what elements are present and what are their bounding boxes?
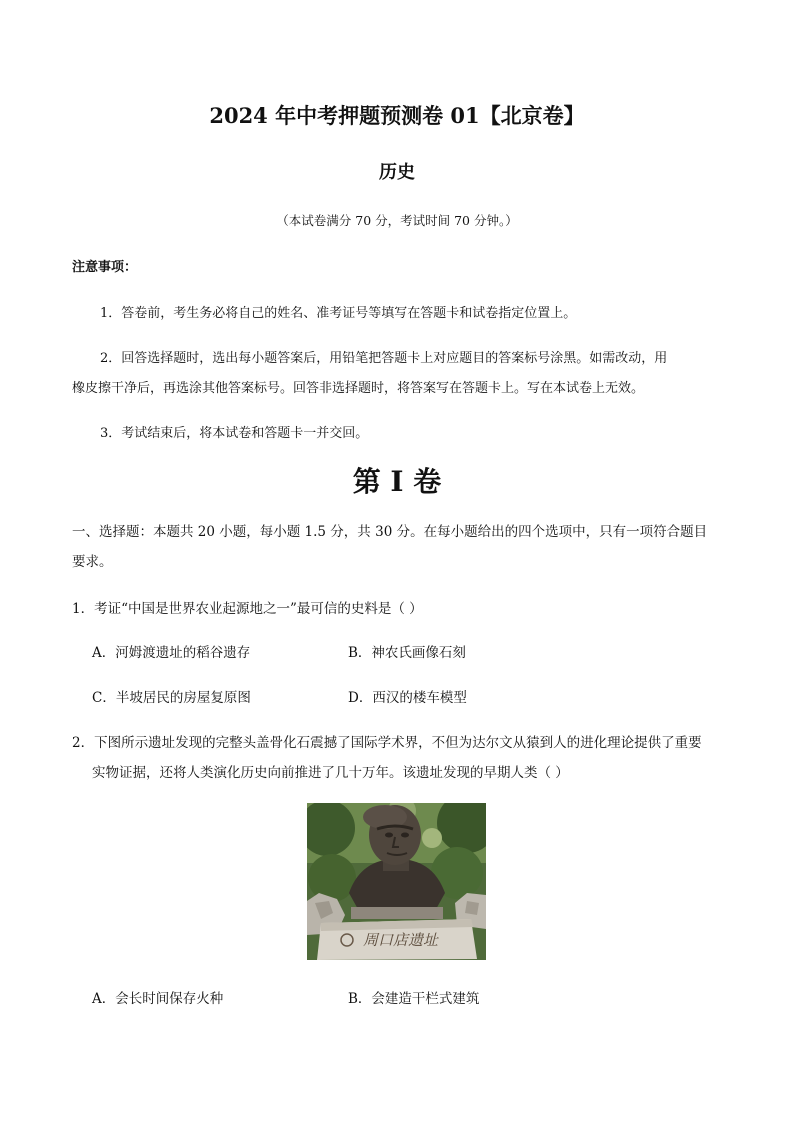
notice-heading: 注意事项：: [72, 260, 138, 275]
subject-title: 历史: [379, 162, 415, 183]
question-1-option-a: A．河姆渡遗址的稻谷遗存: [92, 645, 251, 661]
section-intro-line-1: 一、选择题：本题共 20 小题，每小题 1.5 分，共 30 分。在每小题给出的四个选项中，只有一项符合题目: [72, 524, 708, 540]
section-intro-line-2: 要求。: [72, 554, 113, 570]
exam-title: 2024 年中考押题预测卷 01【北京卷】: [209, 103, 585, 128]
question-2-option-b: B．会建造干栏式建筑: [348, 991, 480, 1007]
question-1-stem: 1．考证“中国是世界农业起源地之一”最可信的史料是（ ）: [72, 601, 423, 617]
notice-item-2-line-2: 橡皮擦干净后，再选涂其他答案标号。回答非选择题时，将答案写在答题卡上。写在本试卷上无效。: [72, 381, 645, 396]
question-1-option-c: C．半坡居民的房屋复原图: [92, 690, 251, 706]
question-2-stem-line-1: 2．下图所示遗址发现的完整头盖骨化石震撼了国际学术界，不但为达尔文从猿到人的进化理论提供了重要: [72, 735, 702, 751]
notice-item-2-line-1: 2．回答选择题时，选出每小题答案后，用铅笔把答题卡上对应题目的答案标号涂黑。如需改动，用: [100, 351, 668, 366]
exam-note: （本试卷满分 70 分，考试时间 70 分钟。）: [276, 213, 518, 228]
question-1-option-d: D．西汉的楼车模型: [348, 690, 467, 706]
question-1-option-b: B．神农氏画像石刻: [348, 645, 466, 661]
section-title: 第 I 卷: [352, 465, 442, 498]
question-2-option-a: A．会长时间保存火种: [92, 991, 224, 1007]
zhoukoudian-bust-photo: [307, 803, 486, 960]
notice-item-1: 1．答卷前，考生务必将自己的姓名、准考证号等填写在答题卡和试卷指定位置上。: [100, 306, 577, 321]
question-2-stem-line-2: 实物证据，还将人类演化历史向前推进了几十万年。该遗址发现的早期人类（ ）: [92, 765, 569, 781]
inscription-text: 周口店遗址: [363, 931, 439, 949]
notice-item-3: 3．考试结束后，将本试卷和答题卡一并交回。: [100, 426, 369, 441]
